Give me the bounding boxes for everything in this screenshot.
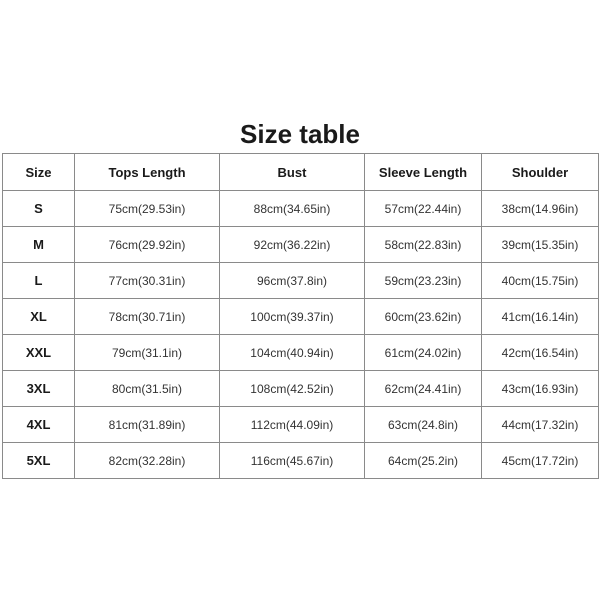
shoulder-cell: 44cm(17.32in) — [482, 407, 599, 443]
bust-cell: 108cm(42.52in) — [220, 371, 365, 407]
shoulder-cell: 43cm(16.93in) — [482, 371, 599, 407]
table-row — [3, 227, 599, 263]
size-cell: XXL — [3, 335, 75, 371]
size-cell: 5XL — [3, 443, 75, 479]
shoulder-cell: 39cm(15.35in) — [482, 227, 599, 263]
tops-length-cell: 79cm(31.1in) — [75, 335, 220, 371]
size-cell: 4XL — [3, 407, 75, 443]
sleeve-length-cell: 62cm(24.41in) — [365, 371, 482, 407]
table-row — [3, 299, 599, 335]
sleeve-length-cell: 59cm(23.23in) — [365, 263, 482, 299]
sleeve-length-cell: 60cm(23.62in) — [365, 299, 482, 335]
table-row — [3, 443, 599, 479]
shoulder-cell: 41cm(16.14in) — [482, 299, 599, 335]
bust-cell: 88cm(34.65in) — [220, 191, 365, 227]
bust-cell: 112cm(44.09in) — [220, 407, 365, 443]
tops-length-cell: 75cm(29.53in) — [75, 191, 220, 227]
size-table — [2, 153, 599, 479]
bust-cell: 116cm(45.67in) — [220, 443, 365, 479]
header-shoulder: Shoulder — [482, 154, 599, 191]
table-row — [3, 407, 599, 443]
size-cell: XL — [3, 299, 75, 335]
tops-length-cell: 78cm(30.71in) — [75, 299, 220, 335]
bust-cell: 104cm(40.94in) — [220, 335, 365, 371]
shoulder-cell: 42cm(16.54in) — [482, 335, 599, 371]
sleeve-length-cell: 57cm(22.44in) — [365, 191, 482, 227]
tops-length-cell: 82cm(32.28in) — [75, 443, 220, 479]
sleeve-length-cell: 61cm(24.02in) — [365, 335, 482, 371]
size-cell: M — [3, 227, 75, 263]
tops-length-cell: 80cm(31.5in) — [75, 371, 220, 407]
tops-length-cell: 81cm(31.89in) — [75, 407, 220, 443]
table-row — [3, 263, 599, 299]
sleeve-length-cell: 63cm(24.8in) — [365, 407, 482, 443]
header-size: Size — [3, 154, 75, 191]
tops-length-cell: 76cm(29.92in) — [75, 227, 220, 263]
size-cell: 3XL — [3, 371, 75, 407]
table-row — [3, 335, 599, 371]
table-row — [3, 371, 599, 407]
shoulder-cell: 38cm(14.96in) — [482, 191, 599, 227]
tops-length-cell: 77cm(30.31in) — [75, 263, 220, 299]
table-row — [3, 191, 599, 227]
table-header-row — [3, 154, 599, 191]
header-sleeve-length: Sleeve Length — [365, 154, 482, 191]
bust-cell: 92cm(36.22in) — [220, 227, 365, 263]
page-title: Size table — [240, 119, 360, 149]
header-bust: Bust — [220, 154, 365, 191]
header-tops-length: Tops Length — [75, 154, 220, 191]
shoulder-cell: 45cm(17.72in) — [482, 443, 599, 479]
bust-cell: 100cm(39.37in) — [220, 299, 365, 335]
bust-cell: 96cm(37.8in) — [220, 263, 365, 299]
shoulder-cell: 40cm(15.75in) — [482, 263, 599, 299]
size-cell: L — [3, 263, 75, 299]
size-cell: S — [3, 191, 75, 227]
sleeve-length-cell: 64cm(25.2in) — [365, 443, 482, 479]
sleeve-length-cell: 58cm(22.83in) — [365, 227, 482, 263]
